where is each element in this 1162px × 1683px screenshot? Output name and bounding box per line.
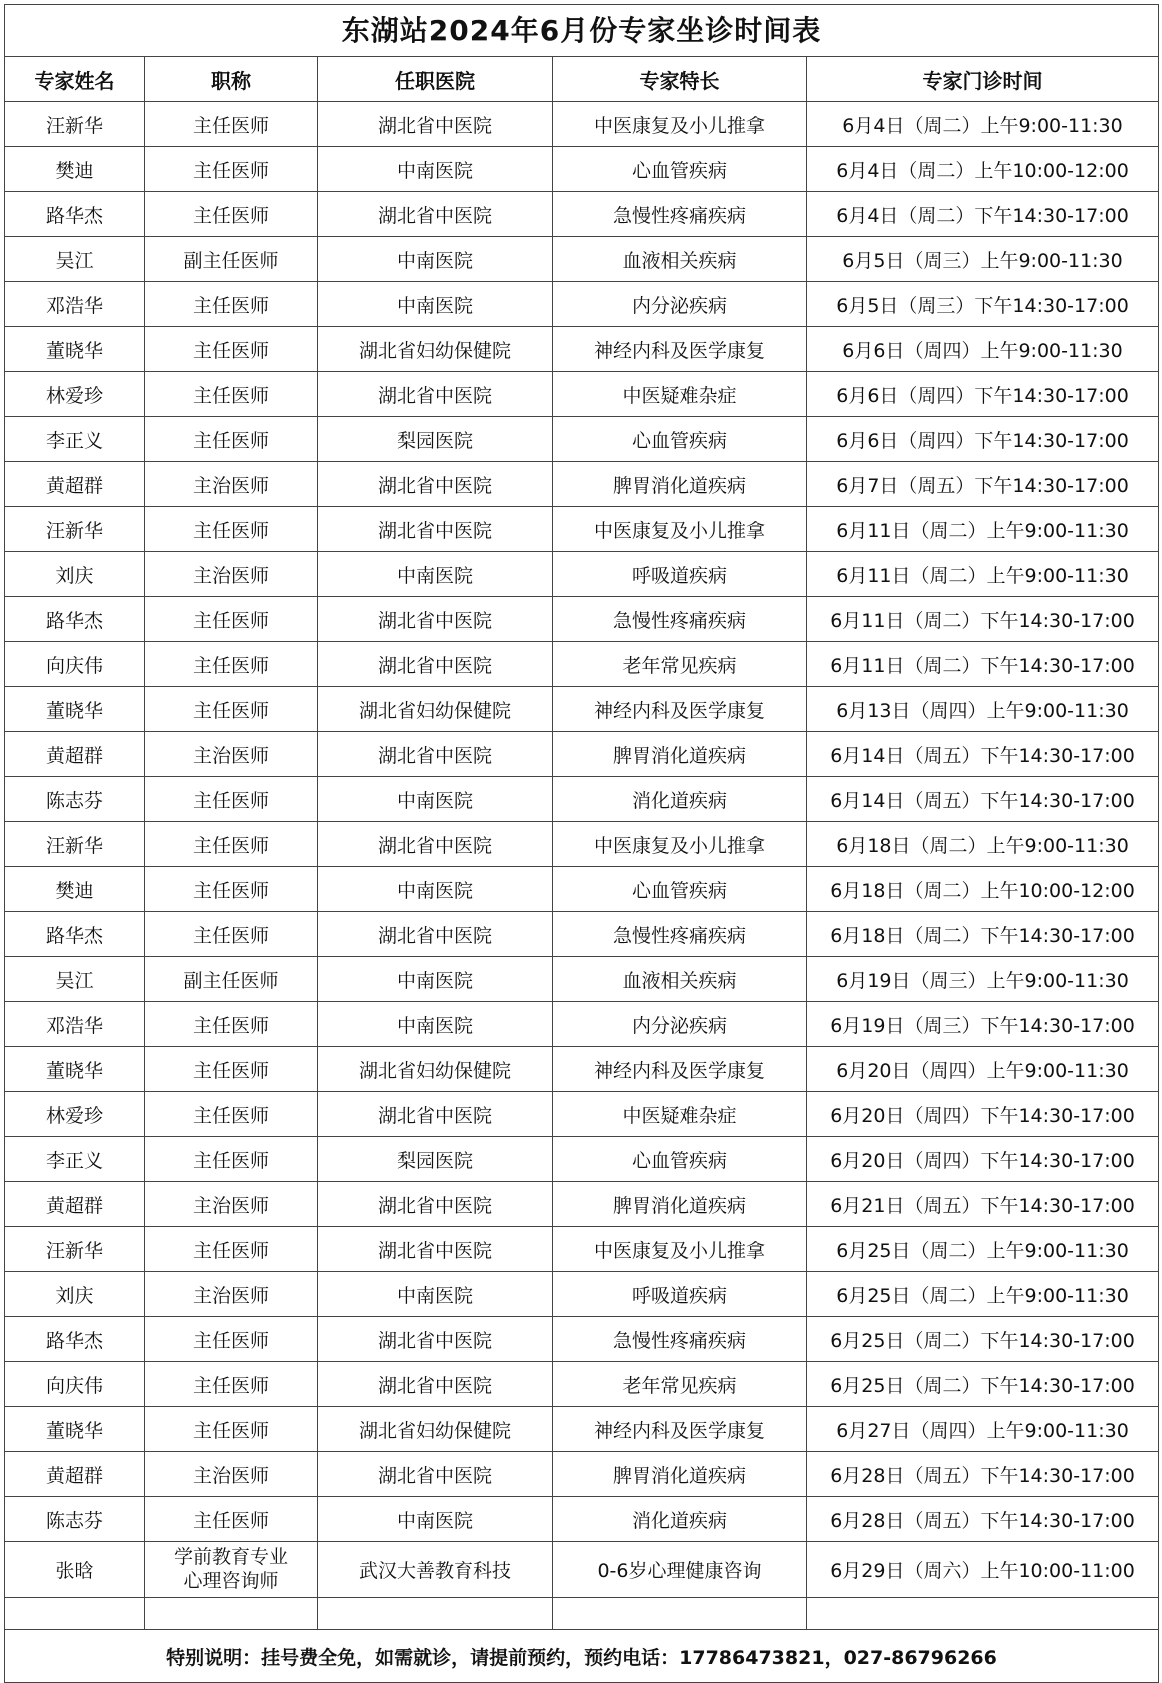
cell-specialty: 0-6岁心理健康咨询 [553,1542,807,1598]
table-row [5,417,1159,462]
table-row [5,1407,1159,1452]
cell-hospital: 湖北省妇幼保健院 [318,1407,553,1452]
table-row [5,282,1159,327]
empty-cell [5,1598,145,1630]
cell-hospital: 中南医院 [318,237,553,282]
cell-specialty: 神经内科及医学康复 [553,687,807,732]
cell-title: 主任医师 [145,822,318,867]
cell-hospital: 湖北省中医院 [318,1362,553,1407]
cell-title: 主任医师 [145,1317,318,1362]
cell-title: 主治医师 [145,1182,318,1227]
title-row [5,5,1159,57]
table-row [5,642,1159,687]
cell-specialty: 内分泌疾病 [553,282,807,327]
cell-title: 主任医师 [145,417,318,462]
schedule-sheet [4,4,1158,1683]
cell-specialty: 心血管疾病 [553,147,807,192]
cell-title: 主任医师 [145,192,318,237]
cell-specialty: 神经内科及医学康复 [553,1047,807,1092]
cell-name: 李正义 [5,417,145,462]
cell-time: 6月4日（周二）下午14:30-17:00 [807,192,1159,237]
cell-name: 樊迪 [5,867,145,912]
cell-hospital: 中南医院 [318,552,553,597]
cell-specialty: 内分泌疾病 [553,1002,807,1047]
cell-time: 6月19日（周三）下午14:30-17:00 [807,1002,1159,1047]
cell-time: 6月21日（周五）下午14:30-17:00 [807,1182,1159,1227]
cell-specialty: 消化道疾病 [553,777,807,822]
cell-hospital: 中南医院 [318,867,553,912]
cell-title: 副主任医师 [145,237,318,282]
header-name: 专家姓名 [5,57,145,102]
cell-name: 邓浩华 [5,1002,145,1047]
cell-hospital: 湖北省中医院 [318,1227,553,1272]
cell-time: 6月11日（周二）下午14:30-17:00 [807,642,1159,687]
empty-row [5,1598,1159,1630]
table-row [5,1317,1159,1362]
cell-specialty: 心血管疾病 [553,417,807,462]
cell-title-line: 心理咨询师 [183,1569,279,1592]
cell-name: 向庆伟 [5,642,145,687]
cell-time: 6月19日（周三）上午9:00-11:30 [807,957,1159,1002]
table-row [5,1452,1159,1497]
empty-cell [145,1598,318,1630]
cell-name: 吴江 [5,237,145,282]
cell-title: 主任医师 [145,282,318,327]
cell-specialty: 脾胃消化道疾病 [553,462,807,507]
cell-specialty: 呼吸道疾病 [553,1272,807,1317]
cell-specialty: 呼吸道疾病 [553,552,807,597]
cell-specialty: 急慢性疼痛疾病 [553,597,807,642]
cell-time: 6月29日（周六）上午10:00-11:00 [807,1542,1159,1598]
table-row [5,102,1159,147]
cell-time: 6月14日（周五）下午14:30-17:00 [807,777,1159,822]
table-row [5,1497,1159,1542]
cell-title: 主任医师 [145,507,318,552]
cell-time: 6月25日（周二）下午14:30-17:00 [807,1362,1159,1407]
cell-hospital: 湖北省中医院 [318,1092,553,1137]
cell-specialty: 急慢性疼痛疾病 [553,1317,807,1362]
table-row [5,462,1159,507]
cell-hospital: 湖北省中医院 [318,192,553,237]
cell-specialty: 血液相关疾病 [553,237,807,282]
cell-name: 李正义 [5,1137,145,1182]
table-row [5,912,1159,957]
cell-hospital: 湖北省中医院 [318,1452,553,1497]
cell-hospital: 湖北省中医院 [318,822,553,867]
cell-title: 主任医师 [145,642,318,687]
cell-specialty: 神经内科及医学康复 [553,1407,807,1452]
cell-name: 路华杰 [5,1317,145,1362]
cell-hospital: 梨园医院 [318,1137,553,1182]
cell-time: 6月5日（周三）上午9:00-11:30 [807,237,1159,282]
empty-cell [807,1598,1159,1630]
table-row [5,957,1159,1002]
cell-specialty: 老年常见疾病 [553,642,807,687]
table-row [5,597,1159,642]
cell-specialty: 神经内科及医学康复 [553,327,807,372]
table-row [5,372,1159,417]
cell-name: 吴江 [5,957,145,1002]
cell-name: 陈志芬 [5,777,145,822]
cell-hospital: 湖北省中医院 [318,102,553,147]
cell-hospital: 湖北省中医院 [318,642,553,687]
cell-hospital: 湖北省中医院 [318,732,553,777]
cell-title [145,1542,318,1598]
cell-specialty: 中医疑难杂症 [553,1092,807,1137]
cell-specialty: 脾胃消化道疾病 [553,1452,807,1497]
table-row [5,1227,1159,1272]
cell-time: 6月25日（周二）下午14:30-17:00 [807,1317,1159,1362]
table-row [5,1137,1159,1182]
cell-name: 董晓华 [5,1047,145,1092]
cell-title: 主任医师 [145,1002,318,1047]
cell-specialty: 急慢性疼痛疾病 [553,192,807,237]
table-row [5,1272,1159,1317]
cell-name: 林爱珍 [5,1092,145,1137]
empty-cell [318,1598,553,1630]
cell-hospital: 湖北省中医院 [318,462,553,507]
header-title: 职称 [145,57,318,102]
cell-name: 汪新华 [5,822,145,867]
cell-specialty: 中医疑难杂症 [553,372,807,417]
cell-time: 6月25日（周二）上午9:00-11:30 [807,1272,1159,1317]
table-row [5,507,1159,552]
cell-title: 主任医师 [145,1092,318,1137]
cell-hospital: 湖北省妇幼保健院 [318,327,553,372]
cell-title: 主任医师 [145,777,318,822]
table-row [5,867,1159,912]
cell-hospital: 中南医院 [318,1497,553,1542]
cell-title-line: 学前教育专业 [173,1545,288,1568]
cell-name: 陈志芬 [5,1497,145,1542]
cell-hospital: 梨园医院 [318,417,553,462]
header-row [5,57,1159,102]
cell-name: 董晓华 [5,1407,145,1452]
table-row [5,327,1159,372]
cell-title: 主任医师 [145,687,318,732]
cell-title: 主任医师 [145,1047,318,1092]
cell-name: 樊迪 [5,147,145,192]
table-row [5,1092,1159,1137]
cell-hospital: 湖北省中医院 [318,1317,553,1362]
cell-time: 6月20日（周四）下午14:30-17:00 [807,1137,1159,1182]
cell-hospital: 中南医院 [318,1272,553,1317]
empty-cell [553,1598,807,1630]
cell-hospital: 中南医院 [318,777,553,822]
header-hospital: 任职医院 [318,57,553,102]
cell-time: 6月20日（周四）下午14:30-17:00 [807,1092,1159,1137]
cell-name: 向庆伟 [5,1362,145,1407]
cell-specialty: 心血管疾病 [553,867,807,912]
cell-specialty: 老年常见疾病 [553,1362,807,1407]
header-specialty: 专家特长 [553,57,807,102]
table-row [5,1542,1159,1598]
cell-hospital: 湖北省中医院 [318,1182,553,1227]
cell-time: 6月7日（周五）下午14:30-17:00 [807,462,1159,507]
cell-time: 6月14日（周五）下午14:30-17:00 [807,732,1159,777]
cell-time: 6月18日（周二）上午9:00-11:30 [807,822,1159,867]
cell-name: 林爱珍 [5,372,145,417]
cell-time: 6月13日（周四）上午9:00-11:30 [807,687,1159,732]
cell-time: 6月28日（周五）下午14:30-17:00 [807,1452,1159,1497]
cell-time: 6月6日（周四）下午14:30-17:00 [807,417,1159,462]
cell-title: 主任医师 [145,1497,318,1542]
cell-hospital: 湖北省中医院 [318,597,553,642]
cell-time: 6月20日（周四）上午9:00-11:30 [807,1047,1159,1092]
table-row [5,1362,1159,1407]
cell-hospital: 湖北省妇幼保健院 [318,1047,553,1092]
cell-hospital: 湖北省妇幼保健院 [318,687,553,732]
cell-title: 副主任医师 [145,957,318,1002]
cell-specialty: 急慢性疼痛疾病 [553,912,807,957]
cell-name: 邓浩华 [5,282,145,327]
cell-time: 6月6日（周四）上午9:00-11:30 [807,327,1159,372]
cell-name: 刘庆 [5,1272,145,1317]
cell-title: 主任医师 [145,867,318,912]
table-row [5,1002,1159,1047]
cell-hospital: 湖北省中医院 [318,372,553,417]
cell-specialty: 血液相关疾病 [553,957,807,1002]
cell-hospital: 湖北省中医院 [318,507,553,552]
cell-hospital: 中南医院 [318,957,553,1002]
cell-time: 6月4日（周二）上午10:00-12:00 [807,147,1159,192]
cell-title: 主任医师 [145,327,318,372]
cell-name: 刘庆 [5,552,145,597]
cell-title: 主任医师 [145,1362,318,1407]
note-row [5,1630,1159,1683]
cell-name: 黄超群 [5,1452,145,1497]
header-time: 专家门诊时间 [807,57,1159,102]
cell-specialty: 消化道疾病 [553,1497,807,1542]
cell-hospital: 中南医院 [318,147,553,192]
cell-name: 黄超群 [5,1182,145,1227]
cell-specialty: 脾胃消化道疾病 [553,732,807,777]
table-row [5,147,1159,192]
cell-title: 主任医师 [145,1227,318,1272]
cell-title: 主治医师 [145,462,318,507]
cell-name: 路华杰 [5,597,145,642]
cell-specialty: 心血管疾病 [553,1137,807,1182]
cell-time: 6月6日（周四）下午14:30-17:00 [807,372,1159,417]
cell-time: 6月11日（周二）上午9:00-11:30 [807,552,1159,597]
cell-title: 主任医师 [145,372,318,417]
cell-specialty: 中医康复及小儿推拿 [553,822,807,867]
cell-hospital: 湖北省中医院 [318,912,553,957]
table-row [5,1182,1159,1227]
cell-name: 汪新华 [5,1227,145,1272]
cell-time: 6月25日（周二）上午9:00-11:30 [807,1227,1159,1272]
cell-title: 主任医师 [145,912,318,957]
cell-name: 黄超群 [5,732,145,777]
cell-time: 6月11日（周二）下午14:30-17:00 [807,597,1159,642]
cell-title: 主任医师 [145,1407,318,1452]
cell-time: 6月18日（周二）下午14:30-17:00 [807,912,1159,957]
cell-specialty: 中医康复及小儿推拿 [553,507,807,552]
cell-name: 董晓华 [5,687,145,732]
cell-time: 6月28日（周五）下午14:30-17:00 [807,1497,1159,1542]
schedule-table [4,4,1159,1683]
cell-specialty: 中医康复及小儿推拿 [553,1227,807,1272]
cell-hospital: 武汉大善教育科技 [318,1542,553,1598]
table-row [5,777,1159,822]
cell-name: 汪新华 [5,102,145,147]
cell-title: 主任医师 [145,102,318,147]
cell-title: 主任医师 [145,1137,318,1182]
table-row [5,822,1159,867]
cell-title: 主治医师 [145,1272,318,1317]
page-title: 东湖站2024年6月份专家坐诊时间表 [5,5,1159,57]
cell-hospital: 中南医院 [318,282,553,327]
cell-name: 董晓华 [5,327,145,372]
cell-time: 6月18日（周二）上午10:00-12:00 [807,867,1159,912]
cell-name: 黄超群 [5,462,145,507]
table-row [5,732,1159,777]
cell-title: 主治医师 [145,552,318,597]
cell-name: 路华杰 [5,912,145,957]
cell-name: 汪新华 [5,507,145,552]
table-row [5,237,1159,282]
table-row [5,1047,1159,1092]
cell-time: 6月27日（周四）上午9:00-11:30 [807,1407,1159,1452]
cell-specialty: 中医康复及小儿推拿 [553,102,807,147]
cell-title: 主任医师 [145,597,318,642]
table-row [5,687,1159,732]
cell-title: 主任医师 [145,147,318,192]
table-row [5,552,1159,597]
table-row [5,192,1159,237]
cell-name: 路华杰 [5,192,145,237]
cell-specialty: 脾胃消化道疾病 [553,1182,807,1227]
special-note: 特别说明：挂号费全免，如需就诊，请提前预约，预约电话：17786473821，027-86796266 [5,1630,1159,1683]
cell-title: 主治医师 [145,1452,318,1497]
cell-title: 主治医师 [145,732,318,777]
cell-hospital: 中南医院 [318,1002,553,1047]
cell-time: 6月4日（周二）上午9:00-11:30 [807,102,1159,147]
cell-name: 张晗 [5,1542,145,1598]
cell-time: 6月5日（周三）下午14:30-17:00 [807,282,1159,327]
cell-time: 6月11日（周二）上午9:00-11:30 [807,507,1159,552]
